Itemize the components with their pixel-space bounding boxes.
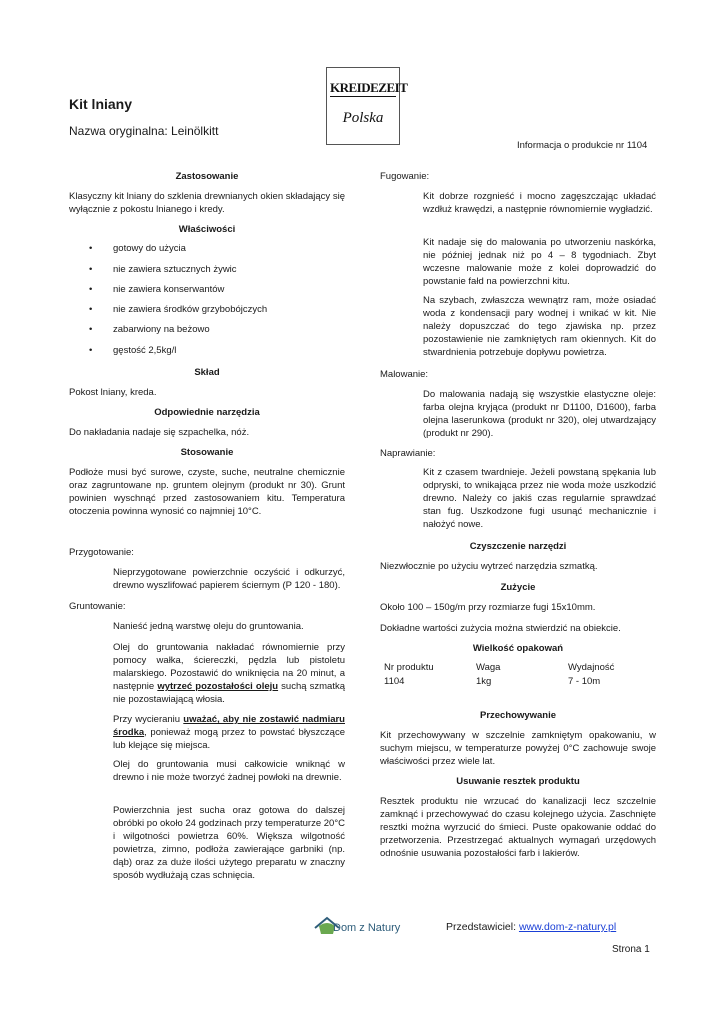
original-name: Nazwa oryginalna: Leinölkitt: [69, 124, 219, 138]
heading-zuzycie: Zużycie: [500, 582, 536, 593]
text-usuwanie: Resztek produktu nie wrzucać do kanalizacji lecz szczelnie zamknąć i przechowywać do czasu kolejnego użycia. Zaschnięte resztki można wyrzucić do śmieci. Puste opakowanie oddać do przetworzenia. Przestrzegać aktualnych wymagań urzędowych odnośnie usuwania pozostałości farb i lakierów.: [380, 796, 656, 859]
heading-usuwanie: Usuwanie resztek produktu: [456, 776, 580, 787]
heading-wlasciwosci: Właściwości: [178, 224, 236, 235]
text-narzedzia: Do nakładania nadaje się szpachelka, nóż.: [69, 427, 250, 438]
text-zuzycie-2: Dokładne wartości zużycia można stwierdzić na obiekcie.: [380, 623, 621, 634]
heading-zastosowanie: Zastosowanie: [175, 171, 239, 182]
website-link[interactable]: www.dom-z-natury.pl: [518, 921, 617, 933]
text-przygotowanie: Nieprzygotowane powierzchnie oczyścić i odkurzyć, drewno wyszlifować papierem ściernym (P 120 - 180).: [113, 567, 345, 591]
table-header-waga: Waga: [476, 662, 501, 673]
bullet-icon: •: [89, 264, 93, 275]
label-malowanie: Malowanie:: [380, 369, 429, 380]
logo-sub: Polska: [342, 110, 384, 126]
heading-czyszczenie: Czyszczenie narzędzi: [469, 541, 567, 552]
label-naprawianie: Naprawianie:: [380, 448, 436, 459]
text-gruntowanie-2: Olej do gruntowania nakładać równomiernie przy pomocy wałka, ściereczki, pędzla lub pistoletu malarskiego. Pozostawić do wniknięcia na 20 minut, a następnie wytrzeć pozostałości oleju suchą szmatką nie pozostawiającą włosia.: [113, 642, 346, 705]
text-stosowanie: Podłoże musi być surowe, czyste, suche, neutralne chemicznie oraz zagruntowane np. gruntem olejnym (produkt nr 30). Grunt powinien wyschnąć przed zastosowaniem kitu. Temperatura otoczenia powinna wynosić co najmniej 10°C.: [69, 467, 345, 517]
table-header-nr: Nr produktu: [384, 662, 434, 673]
text-fugowanie-3: Na szybach, zwłaszcza wewnątrz ram, może osiadać woda z kondensacji pary wodnej i wnikać w kit. Nie należy dopuszczać do tego zjawiska np. przez pozostawienie nie zamkniętych ram okiennych. Kit do stwardnienia potrzebuje dopływu powietrza.: [423, 295, 656, 358]
text-fugowanie-2: Kit nadaje się do malowania po utworzeniu naskórka, nie później jednak niż po 4 – 8 tygodniach. Zbyt wczesne malowanie może z kolei doprowadzić do powstanie fałd na powierzchni kitu.: [423, 237, 656, 287]
text-gruntowanie-1: Nanieść jedną warstwę oleju do gruntowania.: [113, 621, 304, 632]
product-info: Informacja o produkcie nr 1104: [517, 140, 648, 151]
bullet-icon: •: [89, 304, 93, 315]
table-header-wydajnosc: Wydajność: [568, 662, 615, 673]
text-sklad: Pokost lniany, kreda.: [69, 387, 157, 398]
text-zastosowanie: Klasyczny kit lniany do szklenia drewnianych okien składający się wyłącznie z pokostu lnianego i kredy.: [69, 191, 345, 215]
text-fugowanie-1: Kit dobrze rozgnieść i mocno zagęszczając układać wzdłuż krawędzi, a następnie równomiernie wygładzić.: [423, 191, 656, 215]
label-fugowanie: Fugowanie:: [380, 171, 430, 182]
footer-logo-text: Dom z Natury: [333, 922, 401, 934]
heading-stosowanie: Stosowanie: [180, 447, 234, 458]
text-czyszczenie: Niezwłocznie po użyciu wytrzeć narzędzia szmatką.: [380, 561, 598, 572]
page-number: Strona 1: [612, 944, 650, 955]
kreidezeit-logo: [326, 67, 408, 145]
heading-opakowan: Wielkość opakowań: [472, 643, 564, 654]
text-przechowywanie: Kit przechowywany w szczelnie zamkniętym opakowaniu, w suchym miejscu, w temperaturze powyżej 0°C zachowuje swoje właściwości przez wiele lat.: [380, 730, 656, 767]
table-cell-waga: 1kg: [476, 676, 492, 687]
heading-sklad: Skład: [194, 367, 220, 378]
text-gruntowanie-5: Powierzchnia jest sucha oraz gotowa do dalszej obróbki po około 24 godzinach przy temperaturze 20°C i wilgotności powietrza 60%. Większa wilgotność powietrza, zimno, podłoża zawierające garbniki (np. dąb) oraz za duże ilości użytego preparatu w znaczny sposób wydłużają czas schnięcia.: [113, 805, 345, 881]
bullet-icon: •: [89, 324, 93, 335]
page-title: Kit lniany: [69, 96, 133, 112]
table-cell-wydajnosc: 7 - 10m: [568, 676, 601, 687]
label-przygotowanie: Przygotowanie:: [69, 547, 134, 558]
bullet-icon: •: [89, 284, 93, 295]
text-zuzycie-1: Około 100 – 150g/m przy rozmiarze fugi 15x10mm.: [380, 602, 596, 613]
text-gruntowanie-4: Olej do gruntowania musi całkowicie wniknąć w drewno i nie może tworzyć żadnej powłoki na drewnie.: [113, 759, 345, 783]
text-malowanie: Do malowania nadają się wszystkie elastyczne oleje: farba olejna kryjąca (produkt nr D1100, D1600), farba olejna laserunkowa (produkt nr 320), olej utwardzający (produkt nr 290).: [423, 389, 656, 439]
dom-z-natury-logo: [313, 914, 413, 940]
bullet-icon: •: [89, 243, 93, 254]
heading-narzedzia: Odpowiednie narzędzia: [154, 407, 260, 418]
heading-przechowywanie: Przechowywanie: [479, 710, 557, 721]
logo-brand: KREIDEZEIT: [330, 80, 408, 95]
table-cell-nr: 1104: [384, 676, 405, 687]
label-gruntowanie: Gruntowanie:: [69, 601, 126, 612]
text-naprawianie: Kit z czasem twardnieje. Jeżeli powstaną spękania lub odpryski, to wnikająca przez nie woda może uszkodzić drewno. Należy co jakiś czas regularnie sprawdzać stan fug. Uszkodzone fugi usunąć mechanicznie i nałożyć nowe.: [423, 467, 656, 530]
text-gruntowanie-3: Przy wycieraniu uważać, aby nie zostawić nadmiaru środka, ponieważ mogą przez to powstać błyszczące lub klejące się miejsca.: [113, 714, 345, 751]
bullet-icon: •: [89, 345, 93, 356]
footer-representative: Przedstawiciel: www.dom-z-natury.pl: [446, 921, 617, 933]
